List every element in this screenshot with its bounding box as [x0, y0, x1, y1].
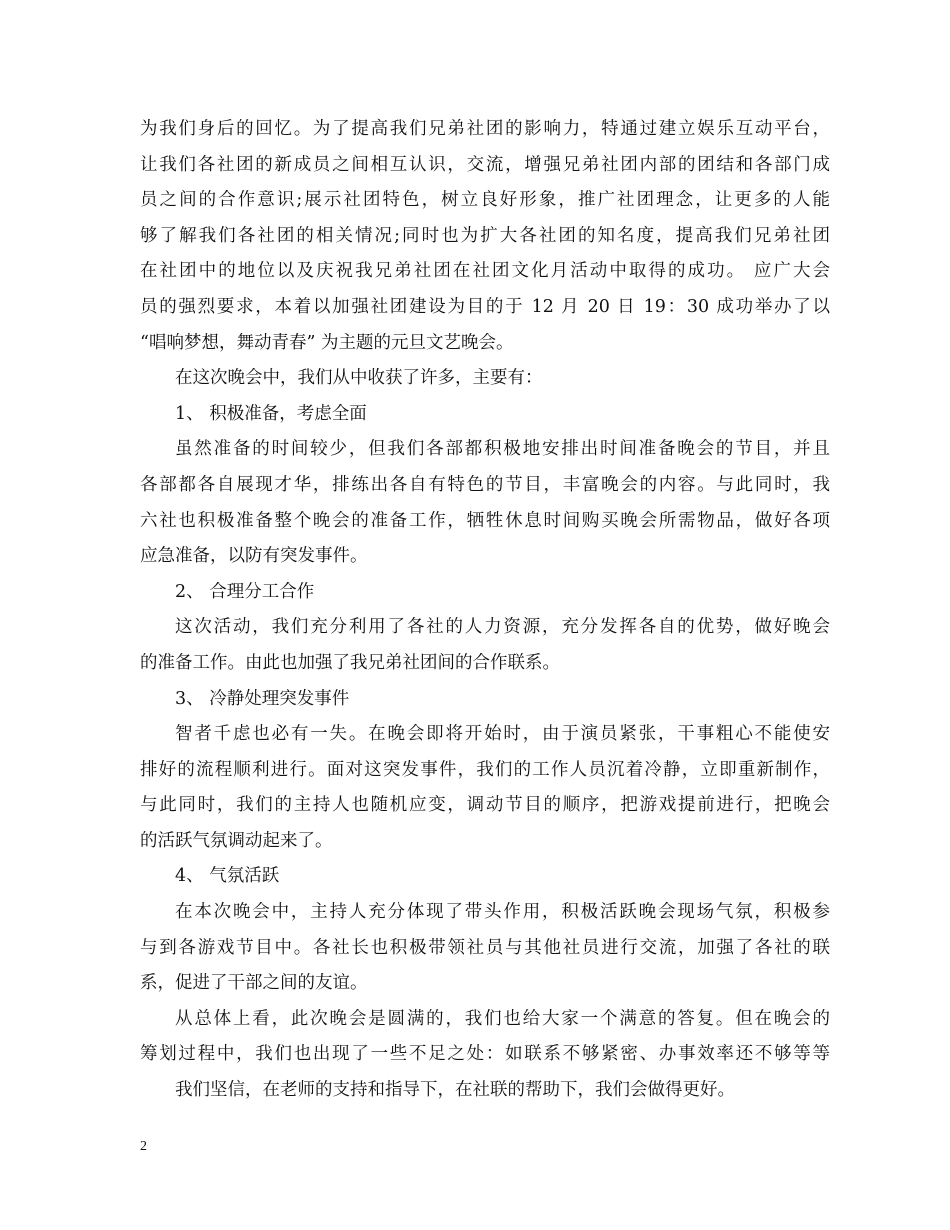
- text-line: 员之间的合作意识;展示社团特色，树立良好形象，推广社团理念，让更多的人能: [140, 190, 830, 211]
- text-line: 在本次晚会中，主持人充分体现了带头作用，积极活跃晚会现场气氛，积极参: [175, 902, 830, 923]
- text-line: 的活跃气氛调动起来了。: [140, 830, 333, 851]
- text-line: 在这次晚会中，我们从中收获了许多，主要有：: [175, 368, 543, 389]
- text-line: 智者千虑也必有一失。在晚会即将开始时，由于演员紧张，干事粗心不能使安: [175, 724, 830, 745]
- text-line: 的准备工作。由此也加强了我兄弟社团间的合作联系。: [140, 652, 560, 673]
- text-line: 从总体上看，此次晚会是圆满的，我们也给大家一个满意的答复。但在晚会的: [175, 1008, 830, 1029]
- text-line: 1、 积极准备，考虑全面: [175, 403, 367, 424]
- text-line: 各部都各自展现才华，排练出各自有特色的节目，丰富晚会的内容。与此同时，我: [140, 474, 830, 495]
- text-line: 与此同时，我们的主持人也随机应变，调动节目的顺序，把游戏提前进行，把晚会: [140, 795, 830, 816]
- text-line: 排好的流程顺利进行。面对这突发事件，我们的工作人员沉着冷静，立即重新制作，: [140, 759, 830, 780]
- text-line: 够了解我们各社团的相关情况;同时也为扩大各社团的知名度，提高我们兄弟社团: [140, 225, 830, 246]
- text-line: 虽然准备的时间较少，但我们各部都积极地安排出时间准备晚会的节目，并且: [175, 439, 830, 460]
- text-line: “唱响梦想，舞动青春” 为主题的元旦文艺晚会。: [140, 332, 514, 353]
- text-line: 在社团中的地位以及庆祝我兄弟社团在社团文化月活动中取得的成功。 应广大会: [140, 261, 830, 282]
- text-line: 这次活动，我们充分利用了各社的人力资源，充分发挥各自的优势，做好晚会: [175, 617, 830, 638]
- text-line: 2、 合理分工合作: [175, 581, 315, 602]
- text-line: 系，促进了干部之间的友谊。: [140, 973, 368, 994]
- text-line: 让我们各社团的新成员之间相互认识，交流，增强兄弟社团内部的团结和各部门成: [140, 154, 830, 175]
- text-line: 员的强烈要求，本着以加强社团建设为目的于 12 月 20 日 19：30 成功举办了以: [140, 296, 830, 317]
- text-line: 为我们身后的回忆。为了提高我们兄弟社团的影响力，特通过建立娱乐互动平台，: [140, 119, 830, 139]
- text-line: 筹划过程中，我们也出现了一些不足之处：如联系不够紧密、办事效率还不够等等: [140, 1044, 830, 1065]
- text-line: 六社也积极准备整个晚会的准备工作，牺牲休息时间购买晚会所需物品，做好各项: [140, 510, 830, 531]
- text-line: 4、 气氛活跃: [175, 866, 280, 887]
- text-line: 我们坚信，在老师的支持和指导下，在社联的帮助下，我们会做得更好。: [175, 1080, 735, 1101]
- page-number: 2: [140, 1139, 147, 1154]
- text-line: 3、 冷静处理突发事件: [175, 688, 350, 709]
- body-text: [140, 112, 830, 1109]
- text-line: 应急准备，以防有突发事件。: [140, 546, 368, 567]
- text-line: 与到各游戏节目中。各社长也积极带领社员与其他社员进行交流，加强了各社的联: [140, 937, 830, 958]
